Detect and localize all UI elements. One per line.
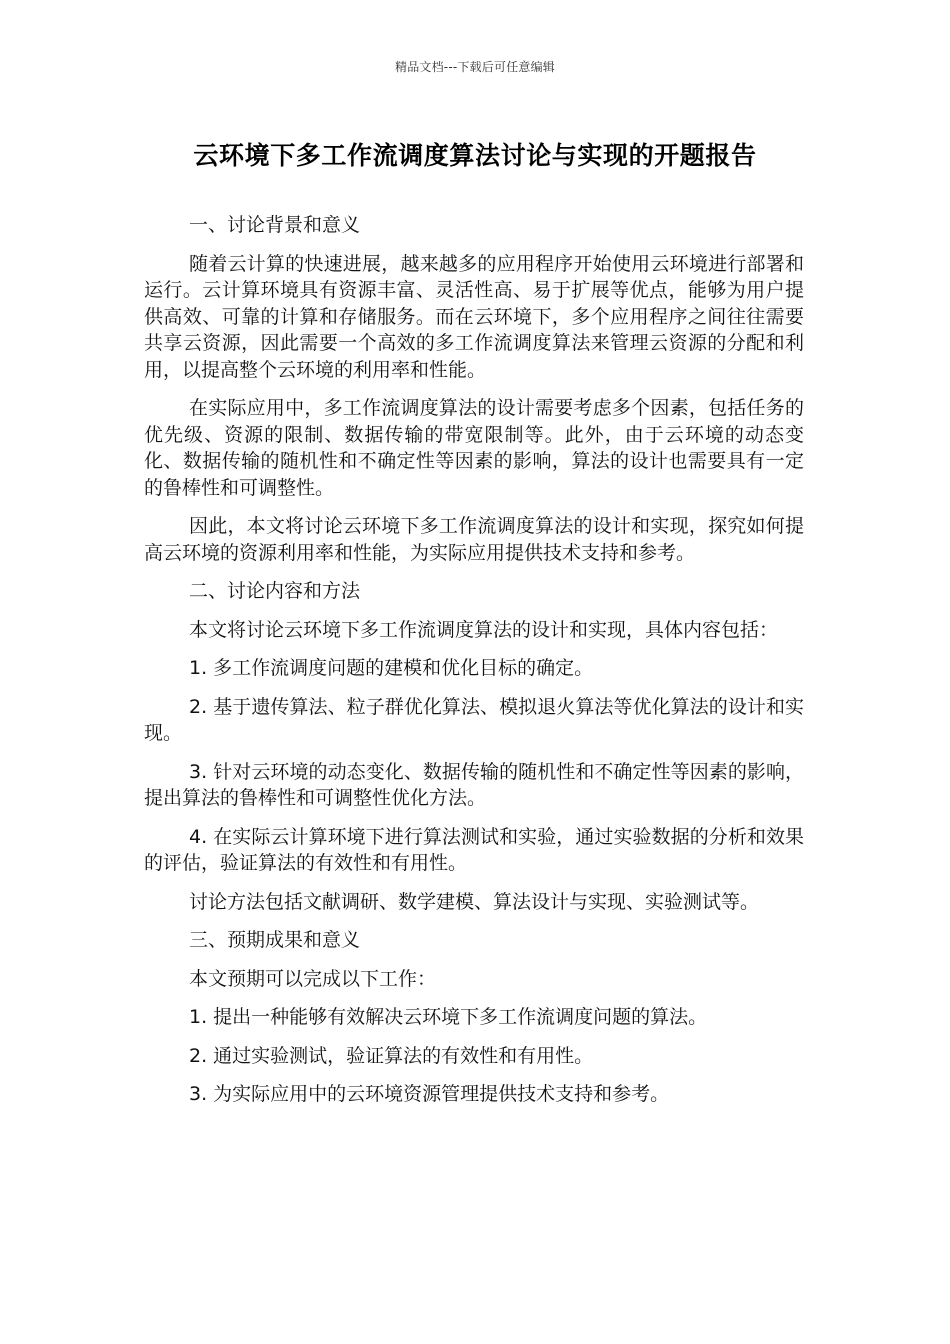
document-title: 云环境下多工作流调度算法讨论与实现的开题报告 [193, 141, 757, 170]
content-list-item: 3. 针对云环境的动态变化、数据传输的随机性和不确定性等因素的影响，提出算法的鲁棒性和可调整性优化方法。 [144, 760, 804, 809]
paragraph-method: 讨论方法包括文献调研、数学建模、算法设计与实现、实验测试等。 [189, 890, 760, 913]
header-note: 精品文档---下载后可任意编辑 [395, 60, 555, 74]
content-list-item: 4. 在实际云计算环境下进行算法测试和实验，通过实验数据的分析和效果的评估，验证算法的有效性和有用性。 [144, 825, 804, 874]
results-list-item: 1. 提出一种能够有效解决云环境下多工作流调度问题的算法。 [189, 1006, 708, 1028]
section-heading-results: 三、预期成果和意义 [189, 929, 361, 951]
paragraph-background-2: 在实际应用中，多工作流调度算法的设计需要考虑多个因素，包括任务的优先级、资源的限制、数据传输的带宽限制等。此外，由于云环境的动态变化、数据传输的随机性和不确定性等因素的影响，算法的设计也需要具有一定的鲁棒性和可调整性。 [144, 397, 804, 499]
results-list-item: 3. 为实际应用中的云环境资源管理提供技术支持和参考。 [189, 1083, 670, 1105]
results-list-item: 2. 通过实验测试，验证算法的有效性和有用性。 [189, 1044, 594, 1067]
paragraph-content-intro: 本文将讨论云环境下多工作流调度算法的设计和实现，具体内容包括： [189, 618, 779, 641]
content-list-item: 2. 基于遗传算法、粒子群优化算法、模拟退火算法等优化算法的设计和实现。 [144, 695, 804, 744]
section-heading-content: 二、讨论内容和方法 [189, 580, 361, 602]
content-list-item: 1. 多工作流调度问题的建模和优化目标的确定。 [189, 657, 594, 679]
paragraph-background-1: 随着云计算的快速进展，越来越多的应用程序开始使用云环境进行部署和运行。云计算环境具有资源丰富、灵活性高、易于扩展等优点，能够为用户提供高效、可靠的计算和存储服务。而在云环境下，多个应用程序之间往往需要共享云资源，因此需要一个高效的多工作流调度算法来管理云资源的分配和利用，以提高整个云环境的利用率和性能。 [144, 252, 804, 381]
document-body [144, 212, 804, 1120]
paragraph-background-3: 因此，本文将讨论云环境下多工作流调度算法的设计和实现，探究如何提高云环境的资源利用率和性能，为实际应用提供技术支持和参考。 [144, 515, 804, 564]
paragraph-results-intro: 本文预期可以完成以下工作： [189, 967, 437, 990]
section-heading-background: 一、讨论背景和意义 [189, 214, 361, 236]
